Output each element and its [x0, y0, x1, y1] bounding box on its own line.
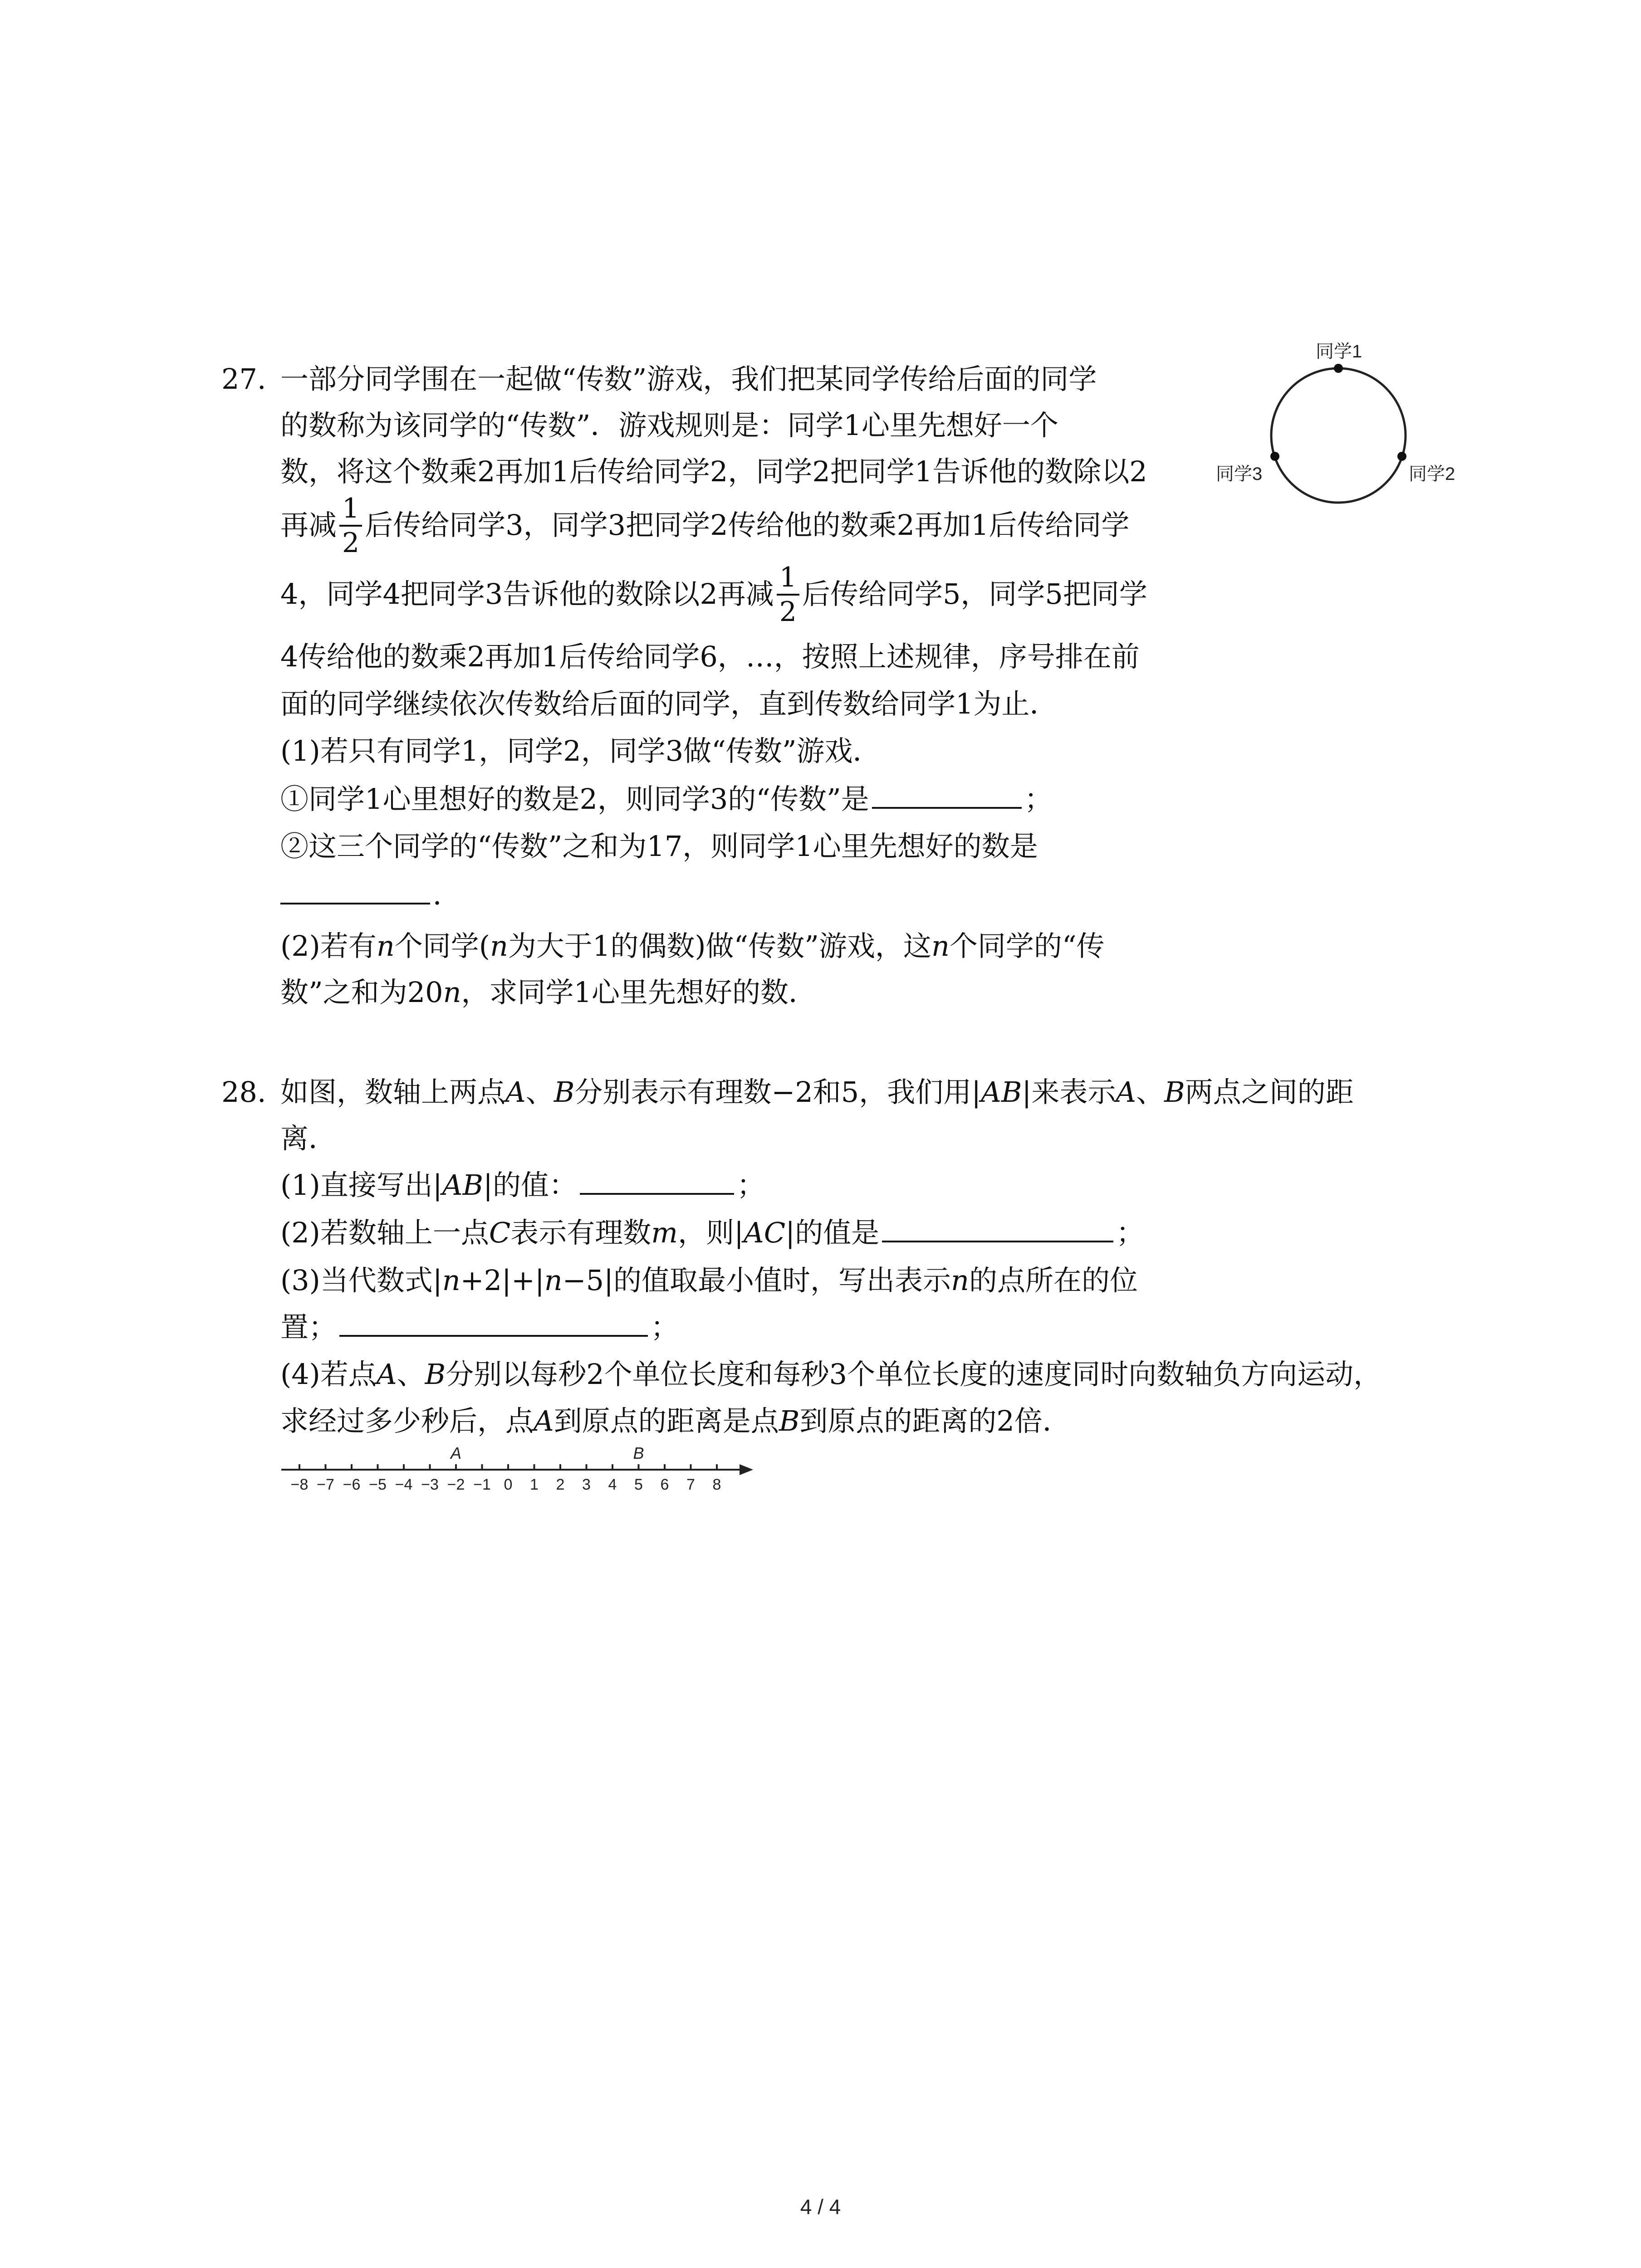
variable-n: n	[376, 929, 395, 963]
tick-label: 3	[582, 1476, 591, 1493]
fraction-one-half	[777, 564, 799, 626]
q28-part-3-text: −5|的值取最小值时，写出表示	[562, 1264, 951, 1297]
q28-part-3	[280, 1254, 1138, 1307]
q27-text: 再减	[280, 508, 337, 542]
answer-blank[interactable]	[882, 1209, 1113, 1242]
q28-part-1-text: (1)直接写出|	[280, 1168, 442, 1202]
q27-part-2-text: (2)若有	[280, 929, 377, 963]
q28-part-3-text: +2|+|	[460, 1264, 544, 1297]
variable-AB: AB	[981, 1075, 1022, 1109]
punctuation: ；	[1024, 782, 1053, 816]
tick-label: 7	[686, 1476, 695, 1493]
variable-AB: AB	[442, 1168, 484, 1202]
q28-text: 如图，数轴上两点	[280, 1075, 506, 1109]
q27-part-1b: ②这三个同学的“传数”之和为17，则同学1心里先想好的数是	[280, 830, 1038, 863]
student-2-label: 同学2	[1409, 464, 1455, 484]
tick-label: −6	[343, 1476, 361, 1493]
q27-text-line-5	[280, 562, 1147, 628]
q27-part-2-line-1	[280, 920, 1105, 973]
q27-text-line-3: 数，将这个数乘2再加1后传给同学2，同学2把同学1告诉他的数除以2	[280, 455, 1147, 488]
q27-part-1a	[280, 773, 1053, 826]
q28-part-3-text: 置；	[280, 1310, 337, 1344]
q27-text: 后传给同学3，同学3把同学2传给他的数乘2再加1后传给同学	[365, 508, 1130, 542]
q28-part-1-text: |的值：	[483, 1168, 577, 1202]
variable-n: n	[931, 929, 950, 963]
q28-part-3-text: (3)当代数式|	[280, 1264, 442, 1297]
q27-text-line-4	[280, 493, 1130, 559]
q28-part-4-text: 到原点的距离的2倍．	[799, 1404, 1071, 1437]
fraction-numerator: 1	[339, 495, 362, 527]
tick-label: −8	[290, 1476, 309, 1493]
variable-A: A	[505, 1075, 526, 1109]
variable-m: m	[651, 1216, 678, 1249]
tick-label: 0	[504, 1476, 513, 1493]
variable-n: n	[544, 1264, 563, 1297]
punctuation: ；	[651, 1310, 679, 1344]
q28-part-4-text: 、	[397, 1358, 425, 1391]
tick-label: −2	[447, 1476, 465, 1493]
point-B-label: B	[633, 1444, 644, 1462]
q28-part-3-text: 的点所在的位	[969, 1264, 1138, 1297]
fraction-denominator: 2	[779, 596, 797, 628]
q28-part-2-text: |的值是	[785, 1216, 880, 1249]
variable-n: n	[951, 1264, 969, 1297]
q28-text: 两点之间的距	[1185, 1075, 1354, 1109]
q27-part-2-line-2	[280, 966, 817, 1019]
q27-part-2-text: 为大于1的偶数)做“传数”游戏，这	[508, 929, 931, 963]
fraction-one-half	[339, 495, 362, 557]
q27-part-1: (1)若只有同学1，同学2，同学3做“传数”游戏．	[280, 734, 881, 767]
student-1-label: 同学1	[1316, 342, 1362, 362]
q28-part-4-text: 求经过多少秒后，点	[280, 1404, 534, 1437]
point-A-label: A	[450, 1444, 462, 1462]
q27-part-1a-text: ①同学1心里想好的数是2，则同学3的“传数”是	[280, 782, 869, 816]
q27-text-line-1: 一部分同学围在一起做“传数”游戏，我们把某同学传给后面的同学	[280, 362, 1097, 396]
tick-label: 6	[660, 1476, 669, 1493]
tick-label: 4	[608, 1476, 617, 1493]
q27-part-2-text: 个同学的“传	[949, 929, 1105, 963]
q27-part-1b-answer	[280, 869, 461, 921]
variable-B: B	[554, 1075, 575, 1109]
variable-n: n	[490, 929, 508, 963]
q27-text: 4，同学4把同学3告诉他的数除以2再减	[280, 577, 774, 611]
variable-A: A	[1116, 1075, 1136, 1109]
punctuation: ；	[1116, 1216, 1145, 1249]
number-line-figure	[272, 1442, 771, 1501]
q27-part-2-text: 数”之和为20	[280, 976, 443, 1009]
fraction-numerator: 1	[777, 564, 799, 596]
variable-B: B	[779, 1404, 800, 1437]
q28-part-1	[280, 1159, 765, 1212]
axis-arrow-icon	[740, 1464, 753, 1475]
question-number: 28.	[221, 1075, 266, 1109]
q28-part-4-line-1	[280, 1348, 1381, 1401]
student-3-label: 同学3	[1216, 464, 1263, 484]
q28-part-4-line-2	[280, 1395, 1071, 1447]
q27-part-2-text: ，求同学1心里先想好的数．	[461, 976, 817, 1009]
student-2-dot	[1397, 452, 1406, 461]
question-number: 27.	[221, 362, 266, 396]
tick-label: −3	[421, 1476, 439, 1493]
q27-text-line-7: 面的同学继续依次传数给后面的同学，直到传数给同学1为止．	[280, 687, 1058, 720]
q27-part-2-text: 个同学(	[394, 929, 490, 963]
q28-part-4-text: 到原点的距离是点	[554, 1404, 779, 1437]
students-circle-figure	[1202, 336, 1502, 517]
tick-label: −5	[369, 1476, 387, 1493]
q28-part-4-text: 分别以每秒2个单位长度和每秒3个单位长度的速度同时向数轴负方向运动，	[446, 1358, 1382, 1391]
answer-blank[interactable]	[339, 1303, 648, 1337]
q28-text-line-2: 离．	[280, 1122, 337, 1155]
variable-B: B	[425, 1358, 446, 1391]
punctuation: ；	[736, 1168, 765, 1202]
student-3-dot	[1270, 452, 1279, 461]
tick-label: 8	[712, 1476, 721, 1493]
tick-label: 5	[634, 1476, 643, 1493]
variable-A: A	[376, 1358, 397, 1391]
q28-text-line-1	[280, 1066, 1354, 1119]
q28-part-3-answer	[280, 1301, 679, 1354]
q28-part-2-text: (2)若数轴上一点	[280, 1216, 489, 1249]
answer-blank[interactable]	[280, 871, 430, 904]
variable-n: n	[442, 1264, 460, 1297]
number-line-ticks	[291, 1464, 721, 1493]
q28-text: |来表示	[1022, 1075, 1116, 1109]
q28-part-4-text: (4)若点	[280, 1358, 377, 1391]
q27-text: 后传给同学5，同学5把同学	[802, 577, 1147, 611]
tick-label: −4	[395, 1476, 413, 1493]
punctuation: ．	[433, 878, 461, 911]
q28-text: 、	[525, 1075, 554, 1109]
answer-blank[interactable]	[580, 1161, 734, 1195]
variable-A: A	[534, 1404, 554, 1437]
q28-text: 、	[1136, 1075, 1165, 1109]
page-number: 4 / 4	[800, 2195, 841, 2219]
answer-blank[interactable]	[872, 775, 1022, 809]
tick-label: 1	[530, 1476, 539, 1493]
fraction-denominator: 2	[342, 527, 360, 559]
tick-label: −7	[317, 1476, 334, 1493]
q27-text-line-2: 的数称为该同学的“传数”．游戏规则是：同学1心里先想好一个	[280, 409, 1058, 442]
variable-C: C	[489, 1216, 511, 1249]
q28-text: 分别表示有理数−2和5，我们用|	[574, 1075, 981, 1109]
circle-outline	[1271, 368, 1406, 503]
student-1-dot	[1334, 364, 1343, 373]
tick-label: −1	[473, 1476, 491, 1493]
variable-n: n	[443, 976, 461, 1009]
variable-AC: AC	[743, 1216, 786, 1249]
q28-part-2	[280, 1207, 1144, 1259]
q28-part-2-text: ，则|	[678, 1216, 744, 1249]
q27-text-line-6: 4传给他的数乘2再加1后传给同学6，…，按照上述规律，序号排在前	[280, 640, 1140, 673]
q28-part-2-text: 表示有理数	[510, 1216, 652, 1249]
variable-B: B	[1164, 1075, 1185, 1109]
tick-label: 2	[556, 1476, 565, 1493]
